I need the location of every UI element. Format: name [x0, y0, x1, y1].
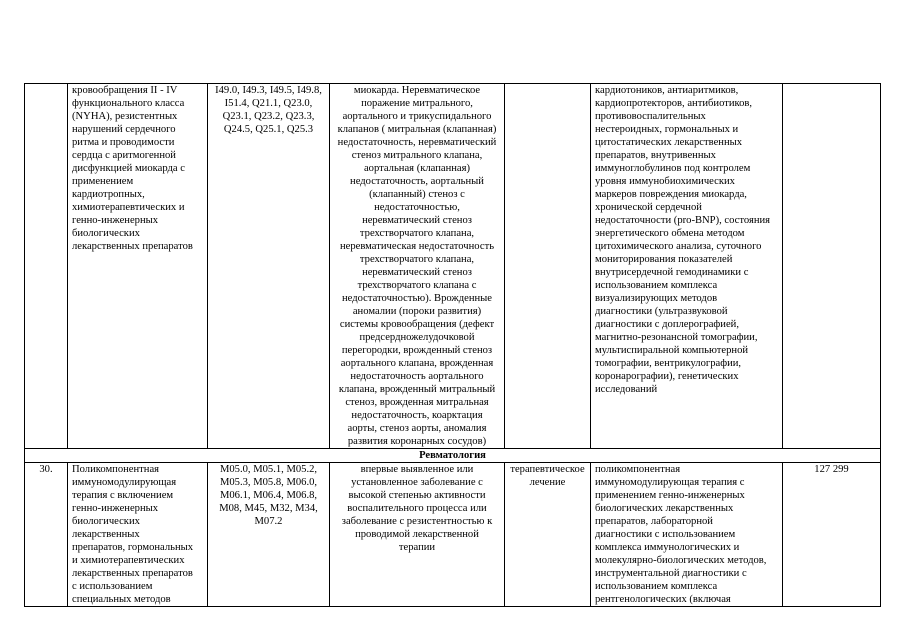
disease-model-cell: впервые выявленное или установленное заболевание с высокой степенью активности воспалительного процесса или заболевание с резистентностью к проводимой лекарственной терапии [330, 463, 505, 607]
treatment-method-cell: поликомпонентная иммуномодулирующая терапия с применением генно-инженерных биологических лекарственных препаратов, лабораторной диагностики с использованием комплекса иммунологических и молекулярно-биологических методов, инструментальной диагностики с использованием комплекса рентгенологических (включая [591, 463, 783, 607]
service-name-cell: кровообращения II - IV функционального класса (NYHA), резистентных нарушений сердечного ритма и проводимости сердца с аритмогенной дисфункцией миокарда с применением кардиотропных, химиотерапевтических и генно-инженерных биологических лекарственных препаратов [68, 84, 208, 449]
cost-cell [783, 84, 881, 449]
treatment-method-cell: кардиотоников, антиаритмиков, кардиопротекторов, антибиотиков, противовоспалительных нестероидных, гормональных и цитостатических лекарственных препаратов, внутривенных иммуноглобулинов под контролем уровня иммунобиохимических маркеров повреждения миокарда, хронической сердечной недостаточности (pro-BNP), состояния энергетического обмена методом цитохимического анализа, суточного мониторирования показателей внутрисердечной гемодинамики с использованием комплекса визуализирующих методов диагностики (ультразвуковой диагностики с доплерографией, магнитно-резонансной томографии, мультиспиральной компьютерной томографии, вентрикулографии, коронарографии), генетических исследований [591, 84, 783, 449]
cost-cell: 127 299 [783, 463, 881, 607]
section-title: Ревматология [25, 449, 881, 463]
section-header-row [25, 449, 881, 463]
icd-codes-cell: M05.0, M05.1, M05.2, M05.3, M05.8, M06.0, M06.1, M06.4, M06.8, M08, M45, M32, M34, M07.2 [208, 463, 330, 607]
treatment-type-cell: терапевтическое лечение [505, 463, 591, 607]
medical-services-table [24, 83, 881, 607]
row-number-cell [25, 84, 68, 449]
icd-codes-cell: I49.0, I49.3, I49.5, I49.8, I51.4, Q21.1, Q23.0, Q23.1, Q23.2, Q23.3, Q24.5, Q25.1, Q25.3 [208, 84, 330, 449]
table-row-30 [25, 463, 881, 607]
row-number-cell: 30. [25, 463, 68, 607]
table-row-continued [25, 84, 881, 449]
disease-model-cell: миокарда. Неревматическое поражение митрального, аортального и трикуспидального клапанов ( митральная (клапанная) недостаточность, неревматический стеноз митрального клапана, аортальная (клапанная) недостаточность, аортальный (клапанный) стеноз с недостаточностью, неревматический стеноз трехстворчатого клапана, неревматическая недостаточность трехстворчатого клапана, неревматический стеноз трехстворчатого клапана с недостаточностью). Врожденные аномалии (пороки развития) системы кровообращения (дефект предсердножелудочковой перегородки, врожденный стеноз аортального клапана, врожденная недостаточность аортального клапана, врожденный митральный стеноз, врожденная митральная недостаточность, коарктация аорты, стеноз аорты, аномалия развития коронарных сосудов) [330, 84, 505, 449]
treatment-type-cell [505, 84, 591, 449]
service-name-cell: Поликомпонентная иммуномодулирующая терапия с включением генно-инженерных биологических лекарственных препаратов, гормональных и химиотерапевтических лекарственных препаратов с использованием специальных методов [68, 463, 208, 607]
